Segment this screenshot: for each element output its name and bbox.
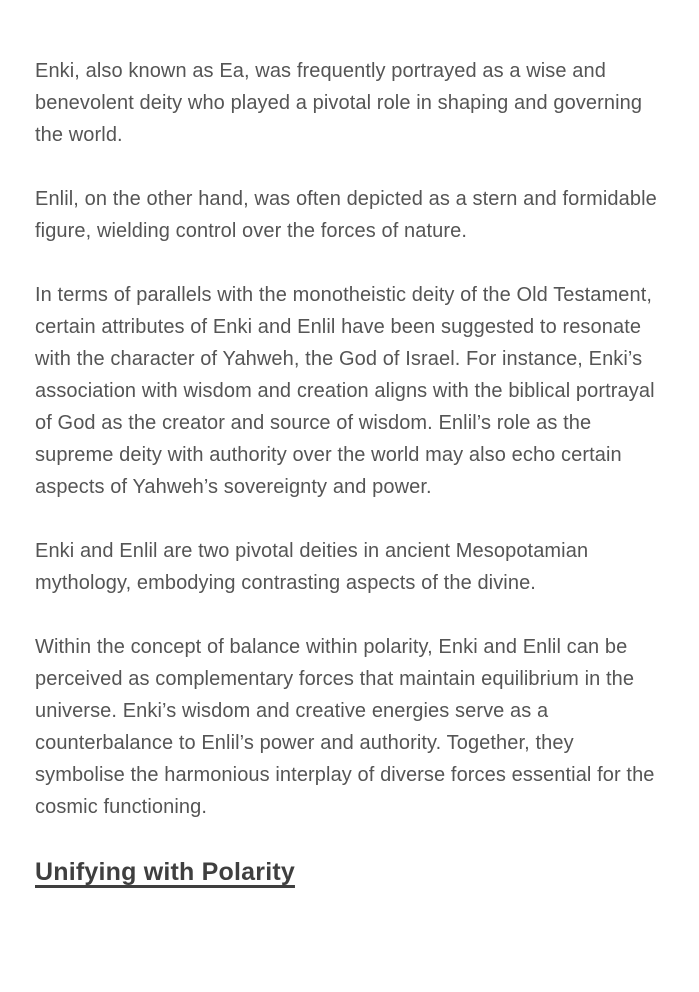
paragraph-old-testament-parallels: In terms of parallels with the monotheistic deity of the Old Testament, certain attributes of Enki and Enlil have been suggested to resonate with the character of Yahweh, the God of Israel. For instance, Enki’s association with wisdom and creation aligns with the biblical portrayal of God as the creator and source of wisdom. Enlil’s role as the supreme deity with authority over the world may also echo certain aspects of Yahweh’s sovereignty and power. bbox=[35, 284, 655, 498]
paragraph-balance-within-polarity: Within the concept of balance within polarity, Enki and Enlil can be perceived as complementary forces that maintain equilibrium in the universe. Enki’s wisdom and creative energies serve as a counterbalance to Enlil’s power and authority. Together, they symbolise the harmonious interplay of diverse forces essential for the cosmic functioning. bbox=[35, 636, 655, 818]
paragraph-enki-intro: Enki, also known as Ea, was frequently portrayed as a wise and benevolent deity who played a pivotal role in shaping and governing the world. bbox=[35, 60, 643, 146]
paragraph-pivotal-deities: Enki and Enlil are two pivotal deities in ancient Mesopotamian mythology, embodying contrasting aspects of the divine. bbox=[35, 540, 589, 594]
paragraph-enlil-intro: Enlil, on the other hand, was often depicted as a stern and formidable figure, wielding control over the forces of nature. bbox=[35, 188, 657, 242]
section-heading-unifying-with-polarity: Unifying with Polarity bbox=[35, 858, 295, 886]
